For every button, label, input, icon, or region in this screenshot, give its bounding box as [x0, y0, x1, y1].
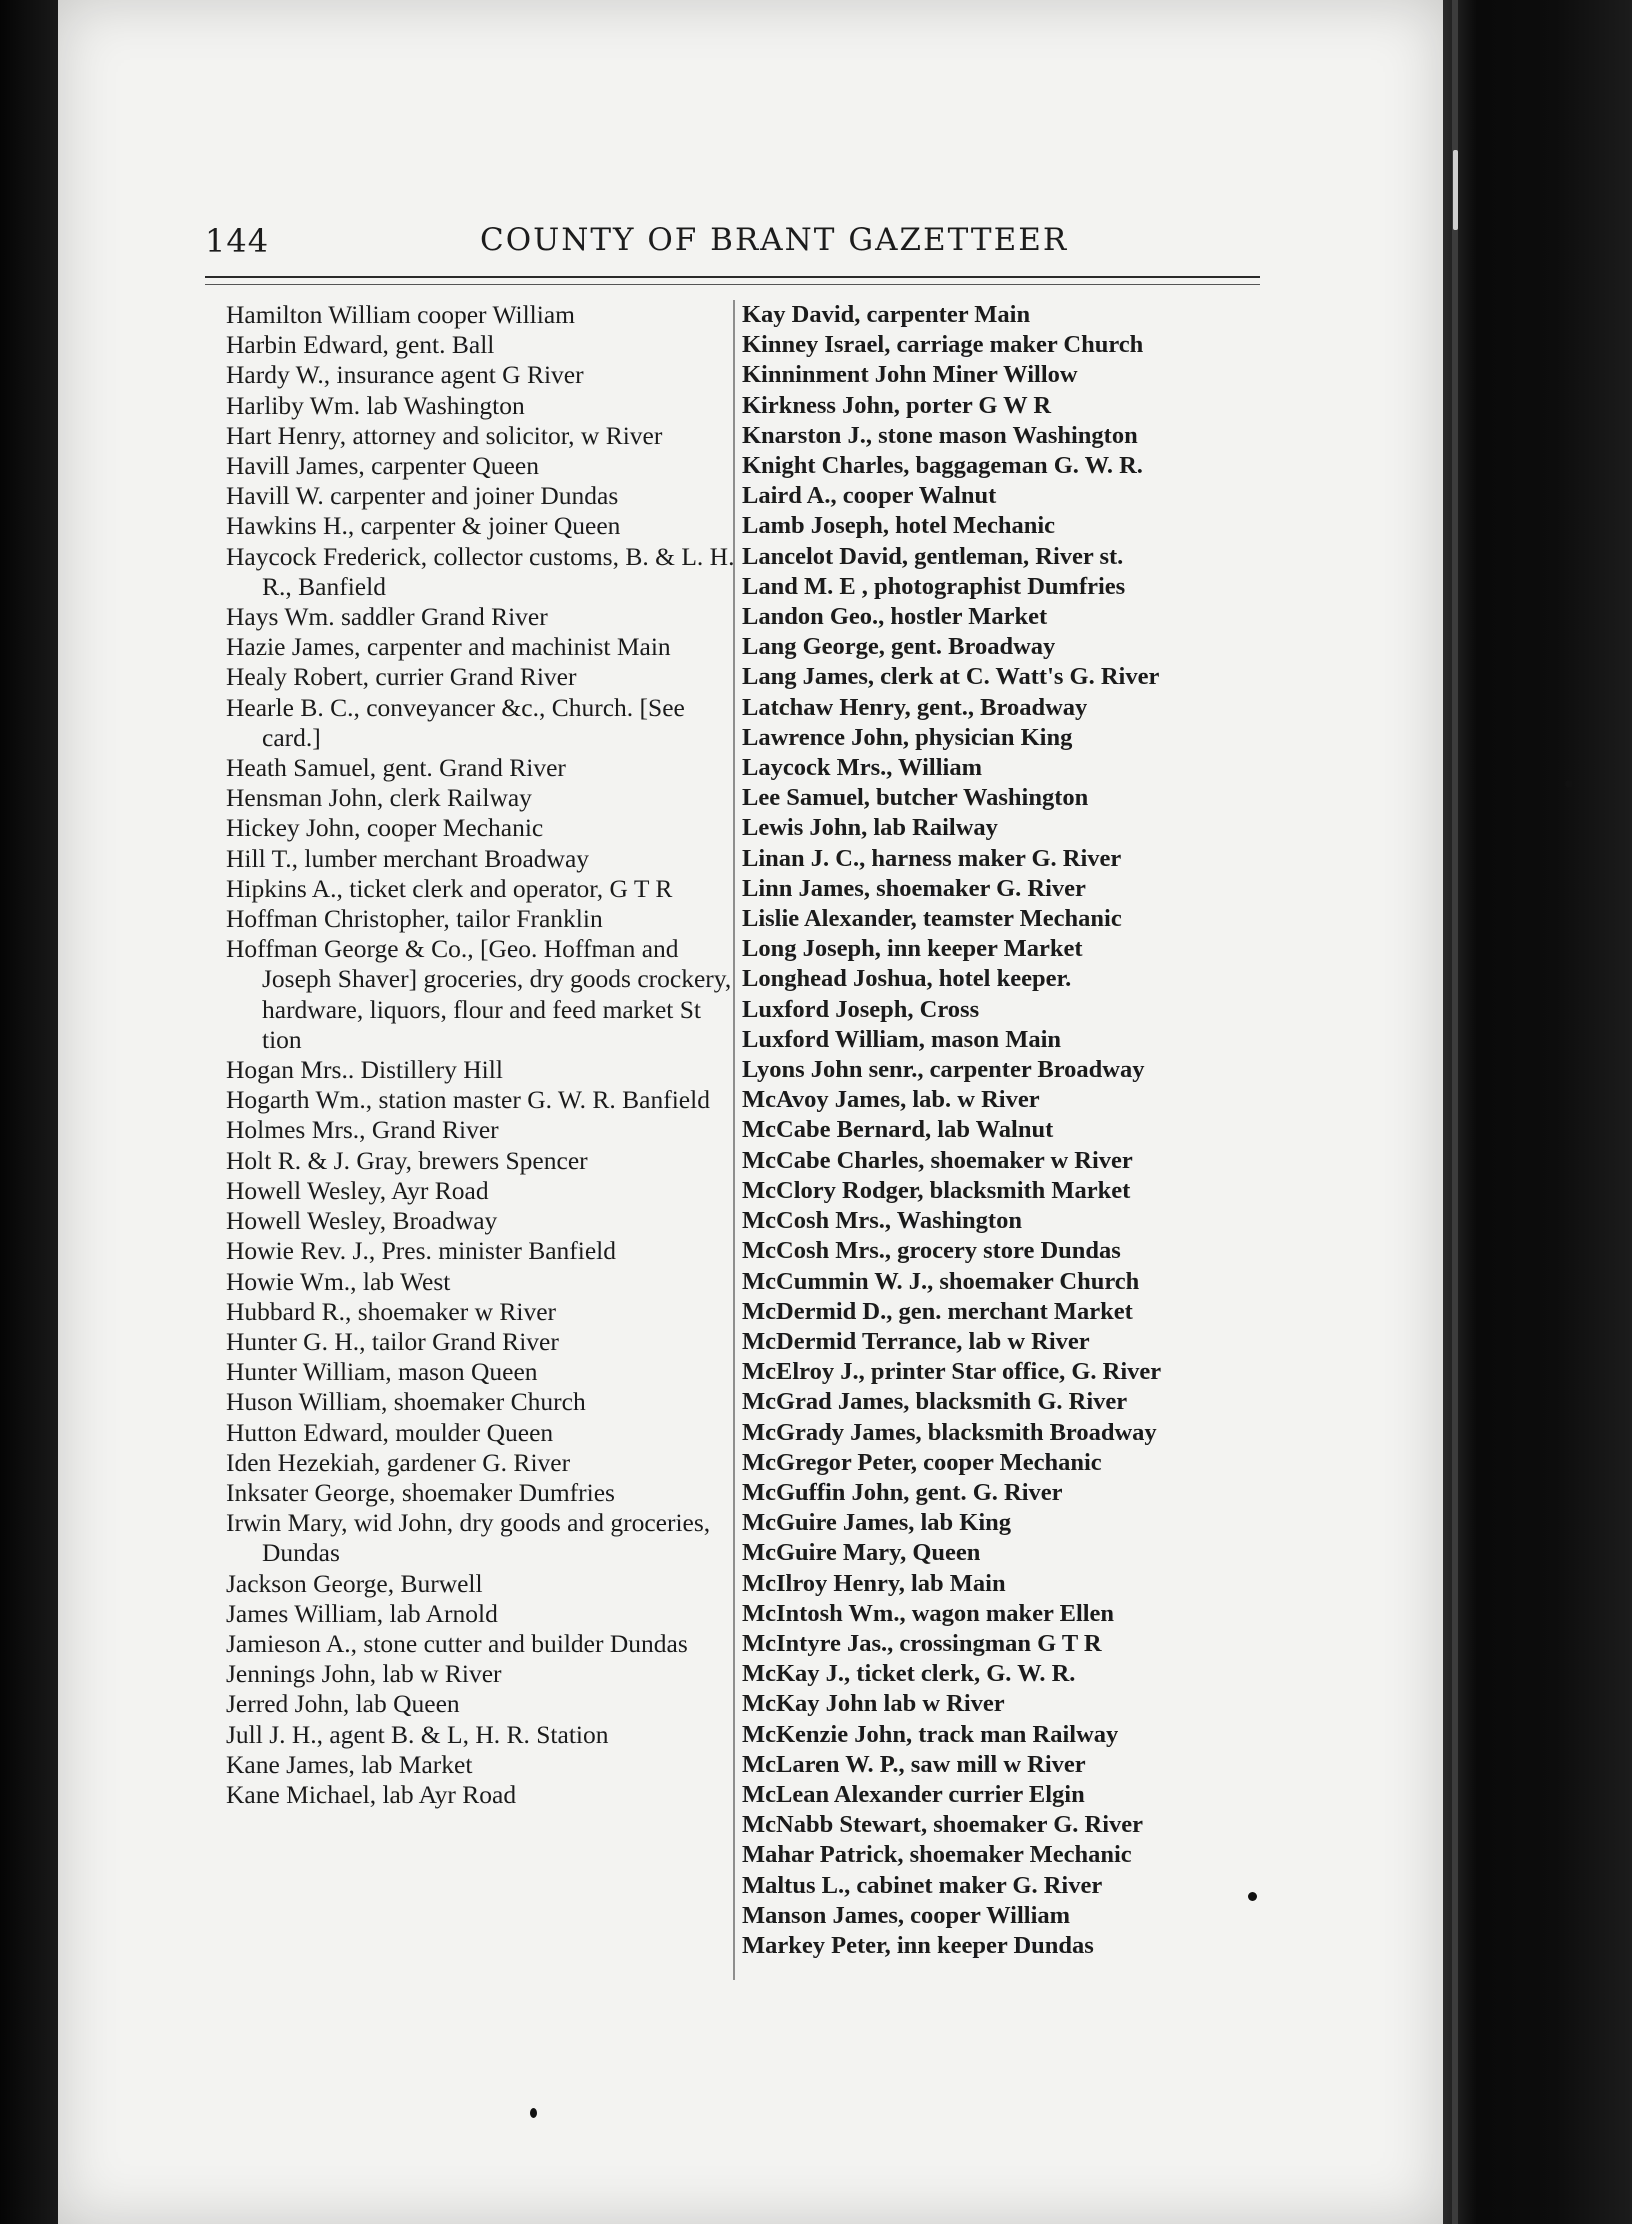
directory-right-entry: Laird A., cooper Walnut: [742, 482, 997, 510]
directory-right-entry: Kinninment John Miner Willow: [742, 361, 1078, 389]
directory-left-entry: Hunter G. H., tailor Grand River: [226, 1326, 559, 1356]
directory-left-entry: Hickey John, cooper Mechanic: [226, 813, 544, 843]
directory-left-entry: Harbin Edward, gent. Ball: [226, 330, 495, 360]
directory-right-entry: Knarston J., stone mason Washington: [742, 421, 1138, 449]
directory-right-entry: McKay J., ticket clerk, G. W. R.: [742, 1660, 1076, 1688]
directory-left-entry: Hardy W., insurance agent G River: [226, 360, 584, 390]
directory-right-entry: McDermid D., gen. merchant Market: [742, 1297, 1133, 1325]
directory-right-entry: McCummin W. J., shoemaker Church: [742, 1267, 1140, 1295]
directory-right-entry: McLean Alexander currier Elgin: [742, 1780, 1085, 1808]
directory-right-entry: McKay John lab w River: [742, 1690, 1005, 1718]
directory-left-entry: Huson William, shoemaker Church: [226, 1387, 586, 1417]
directory-left-entry: Hipkins A., ticket clerk and operator, G T R: [226, 873, 673, 903]
directory-left-entry: Hazie James, carpenter and machinist Main: [226, 632, 671, 662]
directory-left-entry: Howell Wesley, Ayr Road: [226, 1175, 489, 1205]
directory-right-entry: Lancelot David, gentleman, River st.: [742, 542, 1124, 570]
directory-right-entry: Long Joseph, inn keeper Market: [742, 935, 1083, 963]
directory-left-entry: Healy Robert, currier Grand River: [226, 662, 577, 692]
header-rule: [205, 276, 1260, 278]
header-rule-thin: [205, 284, 1260, 285]
book-binding: [1443, 0, 1632, 2224]
directory-right-entry: Lamb Joseph, hotel Mechanic: [742, 512, 1056, 540]
directory-left-entry: Howie Wm., lab West: [226, 1266, 451, 1296]
directory-left-entry: Haycock Frederick, collector customs, B. & L. H. R., Banfield: [226, 541, 735, 601]
scan-left-margin: [0, 0, 60, 2224]
page-number: 144: [205, 222, 270, 260]
directory-left-entry: Jull J. H., agent B. & L, H. R. Station: [226, 1719, 609, 1749]
directory-right-entry: McClory Rodger, blacksmith Market: [742, 1176, 1131, 1204]
directory-right-entry: Longhead Joshua, hotel keeper.: [742, 965, 1072, 993]
directory-left-entry: Havill W. carpenter and joiner Dundas: [226, 481, 619, 511]
directory-left-entry: Jennings John, lab w River: [226, 1659, 502, 1689]
directory-right-entry: Lyons John senr., carpenter Broadway: [742, 1056, 1145, 1084]
directory-right-entry: McGuire James, lab King: [742, 1509, 1012, 1537]
directory-right-entry: McGuffin John, gent. G. River: [742, 1478, 1063, 1506]
directory-left-entry: Jamieson A., stone cutter and builder Dundas: [226, 1628, 688, 1658]
directory-left-entry: Inksater George, shoemaker Dumfries: [226, 1477, 615, 1507]
directory-right-entry: McIntyre Jas., crossingman G T R: [742, 1629, 1102, 1657]
directory-right-entry: Lawrence John, physician King: [742, 723, 1073, 751]
directory-right-entry: Manson James, cooper William: [742, 1901, 1071, 1929]
directory-right-entry: Latchaw Henry, gent., Broadway: [742, 693, 1088, 721]
directory-left-entry: Hawkins H., carpenter & joiner Queen: [226, 511, 621, 541]
directory-left-entry: Heath Samuel, gent. Grand River: [226, 753, 566, 783]
directory-left-entry: Holt R. & J. Gray, brewers Spencer: [226, 1145, 588, 1175]
ink-speck: [1453, 150, 1458, 230]
directory-right-entry: Lislie Alexander, teamster Mechanic: [742, 905, 1122, 933]
directory-right-entry: Luxford William, mason Main: [742, 1025, 1062, 1053]
ink-speck: [1565, 780, 1573, 788]
directory-right-entry: McLaren W. P., saw mill w River: [742, 1750, 1086, 1778]
directory-right-entry: Lang James, clerk at C. Watt's G. River: [742, 663, 1160, 691]
directory-left-entry: Hearle B. C., conveyancer &c., Church. [See card.]: [226, 692, 685, 752]
directory-right-entry: McAvoy James, lab. w River: [742, 1086, 1040, 1114]
directory-left-entry: Holmes Mrs., Grand River: [226, 1115, 499, 1145]
directory-right-entry: McDermid Terrance, lab w River: [742, 1327, 1090, 1355]
directory-left-entry: Hamilton William cooper William: [226, 300, 575, 329]
directory-right-entry: McGregor Peter, cooper Mechanic: [742, 1448, 1102, 1476]
directory-right-entry: Kay David, carpenter Main: [742, 301, 1031, 328]
directory-right-entry: Kinney Israel, carriage maker Church: [742, 331, 1144, 359]
directory-left-entry: Hensman John, clerk Railway: [226, 783, 532, 813]
directory-left-entry: Iden Hezekiah, gardener G. River: [226, 1447, 571, 1477]
directory-left-entry: Howell Wesley, Broadway: [226, 1206, 498, 1236]
directory-right-entry: Kirkness John, porter G W R: [742, 391, 1052, 419]
directory-left-entry: Hutton Edward, moulder Queen: [226, 1417, 554, 1447]
directory-left-entry: Kane James, lab Market: [226, 1749, 473, 1779]
directory-left-entry: Hill T., lumber merchant Broadway: [226, 843, 590, 873]
directory-right-entry: McKenzie John, track man Railway: [742, 1720, 1119, 1748]
directory-left-entry: Hubbard R., shoemaker w River: [226, 1296, 557, 1326]
directory-right-entry: McGrady James, blacksmith Broadway: [742, 1418, 1157, 1446]
directory-left-entry: Hunter William, mason Queen: [226, 1357, 538, 1387]
directory-right-entry: McCabe Bernard, lab Walnut: [742, 1116, 1054, 1144]
ink-speck: [1248, 1892, 1257, 1901]
directory-right-entry: McGrad James, blacksmith G. River: [742, 1388, 1128, 1416]
directory-right-entry: Maltus L., cabinet maker G. River: [742, 1871, 1103, 1899]
directory-left-entry: Hogarth Wm., station master G. W. R. Banfield: [226, 1085, 710, 1115]
directory-right-entry: Knight Charles, baggageman G. W. R.: [742, 452, 1143, 480]
directory-right-entry: Landon Geo., hostler Market: [742, 603, 1048, 631]
directory-left-entry: Havill James, carpenter Queen: [226, 451, 539, 481]
directory-left-entry: Hogan Mrs.. Distillery Hill: [226, 1055, 503, 1085]
directory-right-entry: Land M. E , photographist Dumfries: [742, 572, 1126, 600]
running-title: COUNTY OF BRANT GAZETTEER: [480, 222, 1069, 258]
directory-right-entry: McCosh Mrs., Washington: [742, 1207, 1022, 1235]
directory-left-entry: Jackson George, Burwell: [226, 1568, 483, 1598]
directory-right-entry: McCabe Charles, shoemaker w River: [742, 1146, 1133, 1174]
directory-left-entry: Hays Wm. saddler Grand River: [226, 602, 548, 632]
directory-left-entry: James William, lab Arnold: [226, 1598, 498, 1628]
directory-right-entry: McNabb Stewart, shoemaker G. River: [742, 1811, 1144, 1839]
directory-right-entry: Mahar Patrick, shoemaker Mechanic: [742, 1841, 1132, 1869]
directory-right-entry: Laycock Mrs., William: [742, 754, 982, 782]
directory-right-entry: McIlroy Henry, lab Main: [742, 1569, 1006, 1597]
directory-right-entry: Lang George, gent. Broadway: [742, 633, 1056, 661]
directory-right-entry: Linn James, shoemaker G. River: [742, 874, 1086, 902]
directory-left-entry: Hart Henry, attorney and solicitor, w River: [226, 420, 663, 450]
directory-column-left: [226, 300, 746, 1810]
directory-left-entry: Hoffman George & Co., [Geo. Hoffman and Joseph Shaver] groceries, dry goods crockery, hardware, liquors, flour and feed market St tion: [226, 934, 732, 1054]
directory-left-entry: Howie Rev. J., Pres. minister Banfield: [226, 1236, 616, 1266]
directory-left-entry: Jerred John, lab Queen: [226, 1689, 460, 1719]
directory-left-entry: Hoffman Christopher, tailor Franklin: [226, 904, 603, 934]
directory-right-entry: McCosh Mrs., grocery store Dundas: [742, 1237, 1121, 1265]
directory-left-entry: Harliby Wm. lab Washington: [226, 390, 525, 420]
page-header: [205, 222, 1265, 272]
directory-left-entry: Irwin Mary, wid John, dry goods and groceries, Dundas: [226, 1508, 711, 1568]
directory-right-entry: McGuire Mary, Queen: [742, 1539, 981, 1567]
directory-right-entry: Markey Peter, inn keeper Dundas: [742, 1931, 1094, 1959]
ink-speck: [530, 2108, 537, 2118]
directory-left-entry: Kane Michael, lab Ayr Road: [226, 1779, 517, 1809]
directory-right-entry: Lee Samuel, butcher Washington: [742, 784, 1089, 812]
directory-right-entry: McIntosh Wm., wagon maker Ellen: [742, 1599, 1115, 1627]
directory-right-entry: McElroy J., printer Star office, G. River: [742, 1358, 1162, 1386]
directory-column-right: [742, 300, 1282, 1961]
directory-right-entry: Linan J. C., harness maker G. River: [742, 844, 1122, 872]
directory-right-entry: Luxford Joseph, Cross: [742, 995, 980, 1023]
directory-right-entry: Lewis John, lab Railway: [742, 814, 998, 842]
binding-edge: [1452, 0, 1458, 2224]
